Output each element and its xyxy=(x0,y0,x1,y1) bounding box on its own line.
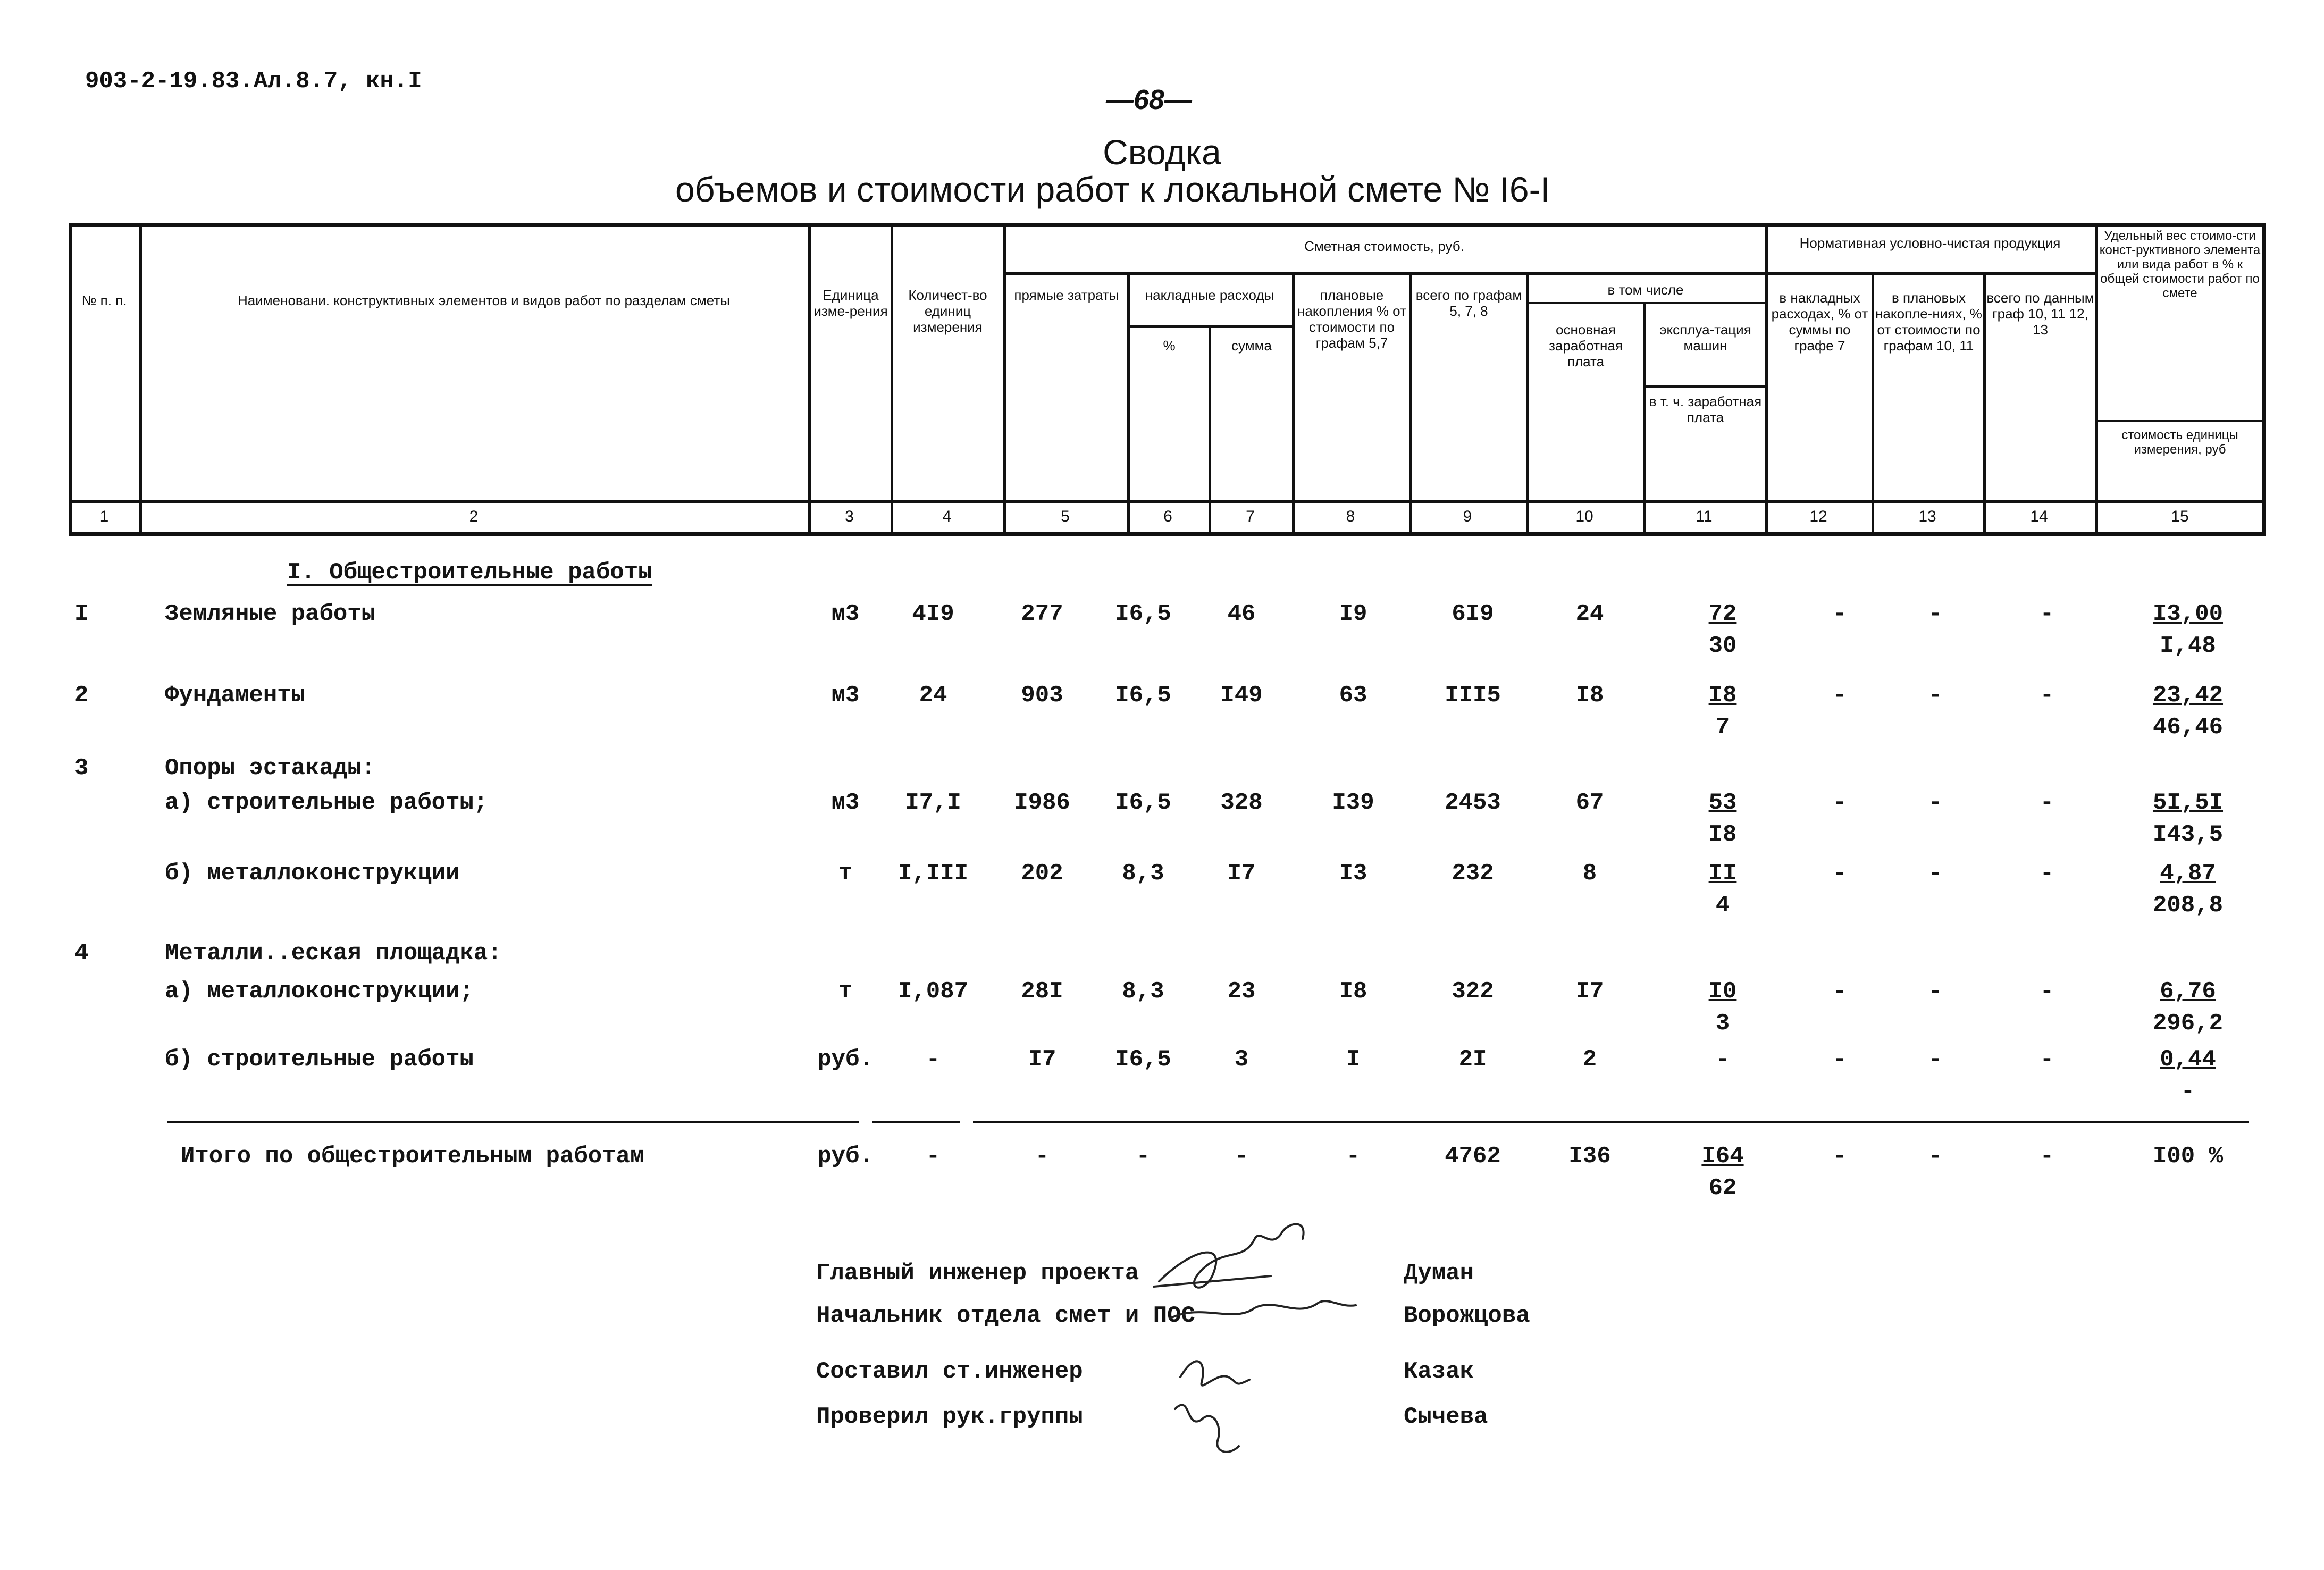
cell-unit-cost: 296,2 xyxy=(2152,1010,2224,1037)
cell-weight-percent: 6,76 xyxy=(2160,978,2216,1005)
row-number: 4 xyxy=(74,940,89,967)
header-specific-weight: Удельный вес стоимо-сти конст-руктивного элемента или вида работ в % к общей стоимости работ по смете xyxy=(2099,229,2261,300)
cell-c7: I7 xyxy=(1227,860,1256,887)
cell-qty: I,087 xyxy=(897,978,969,1005)
cell-c6: 8,3 xyxy=(1122,978,1164,1005)
cell-c6: - xyxy=(1136,1143,1151,1170)
cell-unit-cost: 208,8 xyxy=(2152,892,2224,919)
cell-machine-wages: 30 xyxy=(1708,633,1737,659)
cell-c10: I8 xyxy=(1575,682,1604,709)
cell-c10: 8 xyxy=(1582,860,1597,887)
total-label: Итого по общестроительным работам xyxy=(181,1143,644,1170)
cell-weight-percent: 0,44 xyxy=(2160,1046,2216,1073)
cell-machine-cost: 72 xyxy=(1708,601,1737,627)
page-subtitle: объемов и стоимости работ к локальной смете № I6-I xyxy=(675,170,1550,209)
signature-scribbles xyxy=(1148,1218,1425,1473)
cell-c14: - xyxy=(2040,1046,2054,1073)
header-base-wages: основная заработная плата xyxy=(1549,322,1623,370)
page-title: Сводка xyxy=(1103,132,1221,172)
signature-name: Сычева xyxy=(1404,1404,1488,1430)
cell-c10: 2 xyxy=(1582,1046,1597,1073)
subrow-name: а) строительные работы; xyxy=(165,790,488,816)
signature-name: Ворожцова xyxy=(1404,1303,1530,1329)
cell-c12: - xyxy=(1832,860,1847,887)
header-normative-product: Нормативная условно-чистая продукция xyxy=(1799,235,2061,251)
cell-c9: 2453 xyxy=(1445,790,1501,816)
cell-unit: т xyxy=(838,978,853,1005)
cell-c8: 63 xyxy=(1339,682,1367,709)
column-number: 6 xyxy=(1163,508,1172,525)
cell-c8: - xyxy=(1346,1143,1361,1170)
cell-c7: I49 xyxy=(1220,682,1263,709)
cell-c6: 8,3 xyxy=(1122,860,1164,887)
cell-unit-cost: - xyxy=(2180,1078,2195,1105)
cell-c14: - xyxy=(2040,978,2054,1005)
cell-weight-percent: I3,00 xyxy=(2152,601,2224,627)
cell-weight-percent: 5I,5I xyxy=(2152,790,2224,816)
cell-c7: 46 xyxy=(1227,601,1256,627)
row-name: Металли..еская площадка: xyxy=(165,940,502,967)
cell-c5: I7 xyxy=(1028,1046,1056,1073)
cell-c12: - xyxy=(1832,682,1847,709)
cell-c6: I6,5 xyxy=(1115,682,1171,709)
cell-c5: I986 xyxy=(1014,790,1070,816)
row-name: Земляные работы xyxy=(165,601,376,627)
cell-c10: 24 xyxy=(1575,601,1604,627)
cell-c6: I6,5 xyxy=(1115,601,1171,627)
cell-c12: - xyxy=(1832,601,1847,627)
cell-c7: 328 xyxy=(1220,790,1263,816)
cell-machine-cost: II xyxy=(1708,860,1737,887)
cell-c8: I8 xyxy=(1339,978,1367,1005)
column-number: 15 xyxy=(2171,508,2189,525)
cell-c9: 322 xyxy=(1452,978,1494,1005)
cell-unit: м3 xyxy=(831,790,860,816)
cell-qty: 4I9 xyxy=(912,601,954,627)
row-number: 2 xyxy=(74,682,89,709)
header-overhead-share: в накладных расходах, % от суммы по графе 7 xyxy=(1771,290,1868,354)
header-overhead-percent: % xyxy=(1163,338,1176,354)
cell-c13: - xyxy=(1928,601,1943,627)
cell-machine-cost: I64 xyxy=(1701,1143,1744,1170)
cell-c8: I39 xyxy=(1332,790,1374,816)
header-overhead: накладные расходы xyxy=(1145,287,1274,303)
cell-c14: - xyxy=(2040,682,2054,709)
header-total-normative: всего по данным граф 10, 11 12, 13 xyxy=(1986,290,2094,338)
cell-c13: - xyxy=(1928,682,1943,709)
column-number: 11 xyxy=(1696,508,1713,525)
cell-c6: I6,5 xyxy=(1115,1046,1171,1073)
column-number: 2 xyxy=(469,508,479,525)
cell-c8: I9 xyxy=(1339,601,1367,627)
cell-c5: - xyxy=(1035,1143,1050,1170)
cell-c7: - xyxy=(1234,1143,1249,1170)
cell-unit-cost: I,48 xyxy=(2160,633,2216,659)
cell-unit: т xyxy=(838,860,853,887)
page-number: —68— xyxy=(1106,85,1192,115)
cell-machine-wages: I8 xyxy=(1708,821,1737,848)
cell-c14: - xyxy=(2040,601,2054,627)
cell-machine-cost: I0 xyxy=(1708,978,1737,1005)
signature-name: Казак xyxy=(1404,1358,1474,1385)
divider xyxy=(973,1121,2249,1123)
cell-qty: I,III xyxy=(897,860,969,887)
cell-c7: 3 xyxy=(1234,1046,1249,1073)
subrow-name: б) металлоконструкции xyxy=(165,860,460,887)
cell-unit: руб. xyxy=(817,1046,874,1073)
header-unit-cost: стоимость единицы измерения, руб xyxy=(2121,428,2238,457)
row-name: Опоры эстакады: xyxy=(165,755,376,782)
cell-c14: - xyxy=(2040,1143,2054,1170)
cell-c13: - xyxy=(1928,1046,1943,1073)
signature-role: Главный инженер проекта xyxy=(816,1260,1139,1287)
header-direct-costs: прямые затраты xyxy=(1014,287,1119,303)
row-name: Фундаменты xyxy=(165,682,306,709)
column-number: 14 xyxy=(2030,508,2048,525)
header-unit: Единица изме-рения xyxy=(813,287,888,319)
cell-unit-cost: 46,46 xyxy=(2152,714,2224,741)
signature-role: Проверил рук.группы xyxy=(816,1404,1083,1430)
cell-c13: - xyxy=(1928,1143,1943,1170)
header-number: № п. п. xyxy=(81,292,127,308)
header-savings-share: в плановых накопле-ниях, % от стоимости по графам 10, 11 xyxy=(1875,290,1982,354)
cell-c7: 23 xyxy=(1227,978,1256,1005)
cell-c10: I36 xyxy=(1568,1143,1611,1170)
header-quantity: Количест-во единиц измерения xyxy=(908,287,987,335)
cell-machine-wages: 3 xyxy=(1715,1010,1730,1037)
cell-c5: 28I xyxy=(1021,978,1063,1005)
cell-c13: - xyxy=(1928,860,1943,887)
cell-c13: - xyxy=(1928,790,1943,816)
cell-unit: м3 xyxy=(831,601,860,627)
column-number: 8 xyxy=(1346,508,1355,525)
cell-c9: 232 xyxy=(1452,860,1494,887)
cell-machine-cost: - xyxy=(1715,1046,1730,1073)
section-title: I. Общестроительные работы xyxy=(287,559,652,586)
cell-qty: 24 xyxy=(919,682,947,709)
cell-c5: 202 xyxy=(1021,860,1063,887)
cell-c9: III5 xyxy=(1445,682,1501,709)
cell-machine-wages: 7 xyxy=(1715,714,1730,741)
cell-c10: I7 xyxy=(1575,978,1604,1005)
cell-machine-cost: 53 xyxy=(1708,790,1737,816)
cell-machine-wages: 62 xyxy=(1708,1175,1737,1202)
cell-machine-wages: 4 xyxy=(1715,892,1730,919)
signature-role: Начальник отдела смет и ПОС xyxy=(816,1303,1195,1329)
column-number: 10 xyxy=(1575,508,1593,525)
cell-qty: - xyxy=(926,1143,941,1170)
cell-unit: руб. xyxy=(817,1143,874,1170)
cell-c9: 6I9 xyxy=(1452,601,1494,627)
cell-weight-percent: 4,87 xyxy=(2160,860,2216,887)
header-machine-wages: в т. ч. заработная плата xyxy=(1649,393,1762,425)
column-number: 7 xyxy=(1246,508,1255,525)
signature-role: Составил ст.инженер xyxy=(816,1358,1083,1385)
header-machine-operation: эксплуа-тация машин xyxy=(1659,322,1751,354)
cell-c12: - xyxy=(1832,1046,1847,1073)
cell-c5: 277 xyxy=(1021,601,1063,627)
cell-c10: 67 xyxy=(1575,790,1604,816)
header-overhead-sum: сумма xyxy=(1231,338,1272,354)
cell-c12: - xyxy=(1832,978,1847,1005)
cell-c9: 2I xyxy=(1458,1046,1487,1073)
header-total-by-columns: всего по графам 5, 7, 8 xyxy=(1415,287,1522,319)
cell-c8: I xyxy=(1346,1046,1361,1073)
cell-qty: I7,I xyxy=(905,790,961,816)
column-number: 4 xyxy=(942,508,952,525)
header-including: в том числе xyxy=(1607,282,1684,298)
cell-c12: - xyxy=(1832,1143,1847,1170)
column-number: 9 xyxy=(1463,508,1472,525)
column-number: 5 xyxy=(1061,508,1070,525)
cell-machine-cost: I8 xyxy=(1708,682,1737,709)
cell-qty: - xyxy=(926,1046,941,1073)
column-number: 13 xyxy=(1918,508,1936,525)
cell-weight-percent: 23,42 xyxy=(2152,682,2224,709)
header-name: Наименовани. конструктивных элементов и видов работ по разделам сметы xyxy=(238,292,730,308)
column-number: 3 xyxy=(845,508,854,525)
cell-c13: - xyxy=(1928,978,1943,1005)
subrow-name: б) строительные работы xyxy=(165,1046,474,1073)
cell-c5: 903 xyxy=(1021,682,1063,709)
column-number: 1 xyxy=(99,508,109,525)
row-number: I xyxy=(74,601,89,627)
column-number: 12 xyxy=(1809,508,1827,525)
cell-c12: - xyxy=(1832,790,1847,816)
header-planned-savings: плановые накопления % от стоимости по графам 5,7 xyxy=(1297,287,1406,351)
divider xyxy=(872,1121,960,1123)
subrow-name: а) металлоконструкции; xyxy=(165,978,474,1005)
cell-unit-cost: I43,5 xyxy=(2152,821,2224,848)
table-header xyxy=(69,223,2265,537)
cell-c6: I6,5 xyxy=(1115,790,1171,816)
divider xyxy=(167,1121,859,1123)
header-estimated-cost: Сметная стоимость, руб. xyxy=(1304,238,1464,254)
cell-c9: 4762 xyxy=(1445,1143,1501,1170)
cell-weight-percent: I00 % xyxy=(2152,1143,2224,1170)
signature-name: Думан xyxy=(1404,1260,1474,1287)
cell-c14: - xyxy=(2040,860,2054,887)
cell-c8: I3 xyxy=(1339,860,1367,887)
cell-unit: м3 xyxy=(831,682,860,709)
document-code: 903-2-19.83.Ал.8.7, кн.I xyxy=(85,68,422,95)
row-number: 3 xyxy=(74,755,89,782)
cell-c14: - xyxy=(2040,790,2054,816)
